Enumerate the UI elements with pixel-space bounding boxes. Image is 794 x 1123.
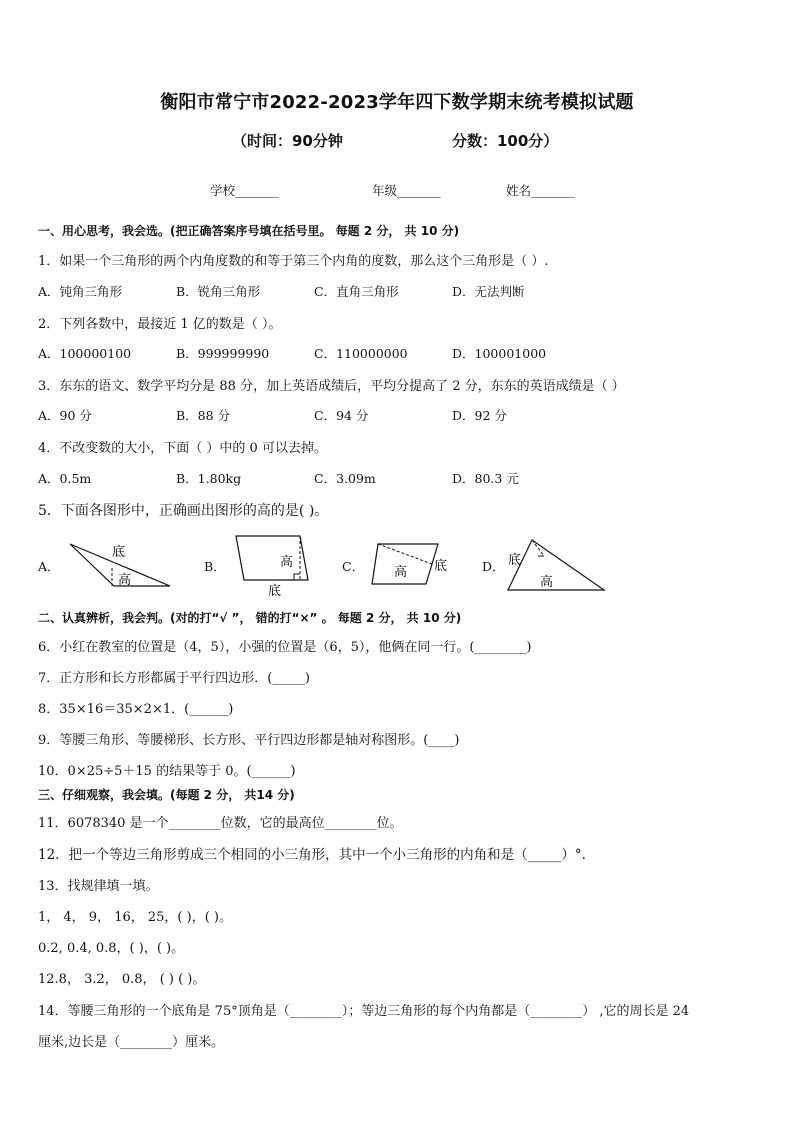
question-3: 3．东东的语文、数学平均分是 88 分，加上英语成绩后，平均分提高了 2 分，东东的英语成绩是（ ） (38, 379, 625, 394)
q2-option-a: A．100000100 (38, 346, 132, 361)
question-10: 10．0×25÷5＋15 的结果等于 0。(______) (38, 764, 296, 779)
question-8: 8．35×16＝35×2×1．(______) (38, 702, 234, 717)
q1-option-c: C．直角三角形 (314, 284, 399, 299)
question-13: 13．找规律填一填。 (38, 879, 159, 894)
q5-option-d: D． (482, 559, 505, 574)
q4-option-b: B．1.80kg (176, 471, 242, 486)
q1-option-a: A．钝角三角形 (38, 284, 123, 299)
question-6: 6．小红在教室的位置是（4，5），小强的位置是（6，5），他俩在同一行。(________) (38, 640, 532, 655)
q13-sequence-3: 12.8， 3.2， 0.8， ( ) ( )。 (38, 972, 206, 987)
question-14-continued: 厘米,边长是（________）厘米。 (38, 1035, 225, 1050)
name-field: 姓名_______ (506, 183, 575, 198)
q3-option-a: A．90 分 (38, 408, 92, 423)
question-12: 12．把一个等边三角形剪成三个相同的小三角形，其中一个小三角形的内角和是（_____）°. (38, 847, 586, 863)
q5-option-a: A． (38, 559, 60, 574)
exam-time: （时间：90分钟 (232, 132, 343, 150)
fig-c-base-label: 底 (434, 559, 448, 574)
fig-a-height-label: 高 (118, 573, 132, 588)
q5-option-b: B． (204, 559, 226, 574)
q4-option-a: A．0.5m (38, 471, 92, 486)
q2-option-b: B．999999990 (176, 346, 270, 361)
q3-option-c: C．94 分 (314, 408, 369, 423)
q4-option-d: D．80.3 元 (452, 471, 519, 486)
fig-d-base-label: 底 (508, 553, 522, 568)
section-2-heading: 二、认真辨析，我会判。(对的打“√ ”， 错的打“×” 。 每题 2 分， 共 10 分) (38, 611, 462, 625)
q1-option-b: B．锐角三角形 (176, 284, 261, 299)
fig-b-base-label: 底 (268, 584, 282, 598)
school-field: 学校_______ (210, 183, 279, 198)
q5-option-c: C． (342, 559, 365, 574)
question-1: 1．如果一个三角形的两个内角度数的和等于第三个内角的度数，那么这个三角形是（ ）. (38, 254, 549, 269)
question-9: 9．等腰三角形、等腰梯形、长方形、平行四边形都是轴对称图形。(____) (38, 733, 460, 748)
q5-figure-a (66, 538, 176, 592)
q2-option-d: D．100001000 (452, 346, 547, 361)
fig-a-base-label: 底 (112, 545, 126, 560)
q1-option-d: D．无法判断 (452, 284, 525, 299)
question-7: 7．正方形和长方形都属于平行四边形．(_____) (38, 671, 310, 686)
q3-option-b: B．88 分 (176, 408, 231, 423)
question-11: 11．6078340 是一个________位数，它的最高位________位。 (38, 816, 403, 831)
q2-option-c: C．110000000 (314, 346, 408, 361)
fig-c-height-label: 高 (394, 565, 408, 580)
q5-figure-d (504, 534, 608, 594)
q3-option-d: D．92 分 (452, 408, 507, 423)
question-4: 4．不改变数的大小，下面（ ）中的 0 可以去掉。 (38, 441, 327, 456)
section-1-heading: 一、用心思考，我会选。(把正确答案序号填在括号里。 每题 2 分， 共 10 分) (38, 224, 460, 238)
grade-field: 年级_______ (372, 183, 441, 198)
exam-score: 分数：100分） (452, 132, 559, 150)
question-14: 14．等腰三角形的一个底角是 75°顶角是（________）；等边三角形的每个内角都是（________） ,它的周长是 24 (38, 1004, 690, 1019)
q4-option-c: C．3.09m (314, 471, 376, 486)
question-5: 5．下面各图形中，正确画出图形的高的是( )。 (38, 503, 329, 519)
q13-sequence-1: 1， 4， 9， 16， 25，( )，( )。 (38, 910, 232, 925)
fig-b-height-label: 高 (280, 555, 294, 570)
q5-figure-b (230, 532, 314, 598)
question-2: 2．下列各数中，最接近 1 亿的数是（ ）。 (38, 317, 282, 332)
q5-figure-c (368, 538, 454, 590)
page-title: 衡阳市常宁市2022-2023学年四下数学期末统考模拟试题 (160, 92, 634, 113)
q13-sequence-2: 0.2, 0.4, 0.8，( )，( )。 (38, 941, 185, 956)
section-3-heading: 三、仔细观察，我会填。(每题 2 分， 共14 分) (38, 788, 295, 802)
fig-d-height-label: 高 (540, 575, 554, 590)
